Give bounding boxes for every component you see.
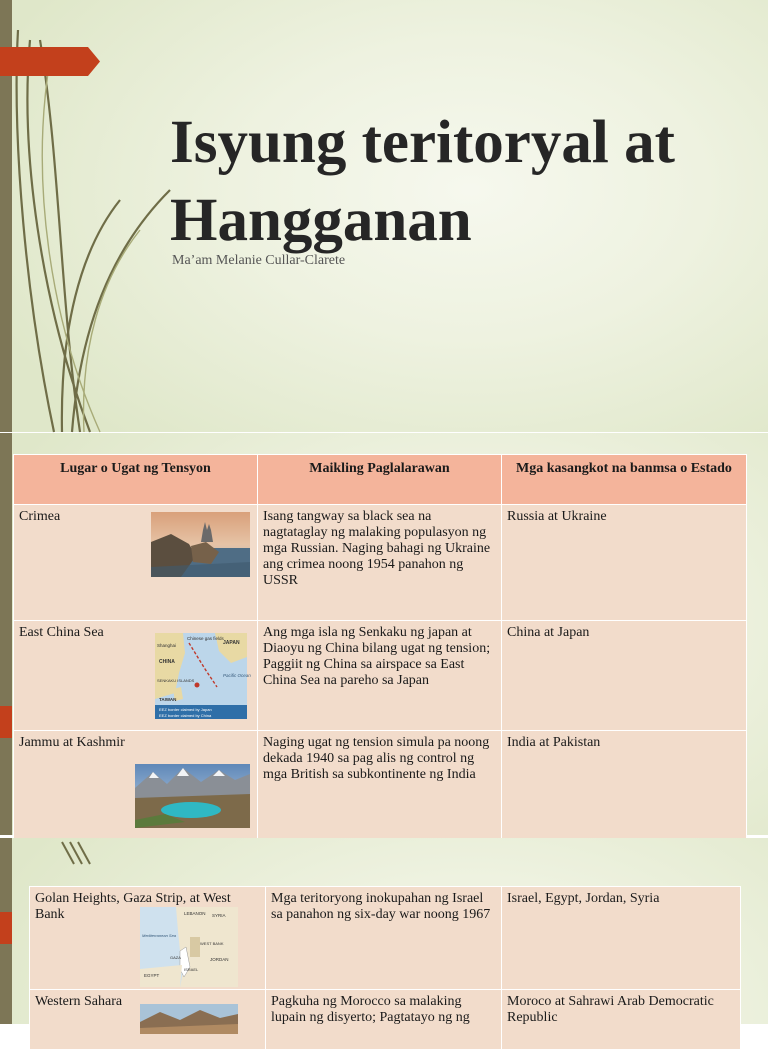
map-label: SENKAKU ISLANDS	[157, 678, 195, 683]
place-cell	[14, 621, 258, 731]
slide-title-line-2: Hangganan	[170, 187, 472, 254]
countries-cell: Russia at Ukraine	[502, 505, 747, 621]
left-accent-bar	[0, 433, 12, 835]
accent-tag	[0, 706, 12, 738]
description-cell: Isang tangway sa black sea na nagtataglay ng malaking populasyon ng mga Russian. Naging bahagi ng Ukraine ang crimea noong 1954 panahon ng USSR	[258, 505, 502, 621]
table-row	[14, 505, 747, 621]
territory-table-slide-1	[0, 433, 768, 835]
map-legend: EEZ border claimed by China	[159, 713, 212, 718]
map-label: GAZA	[170, 955, 181, 960]
table-row	[14, 731, 747, 841]
description-cell: Mga teritoryong inokupahan ng Israel sa panahon ng six-day war noong 1967	[266, 887, 502, 990]
description-cell: Ang mga isla ng Senkaku ng japan at Diaoyu ng China bilang ugat ng tension; Paggiit ng China sa airspace sa East China Sea na pareho sa Japan	[258, 621, 502, 731]
place-name: Western Sahara	[35, 994, 123, 1009]
israel-region-map	[140, 907, 238, 987]
map-label: WEST BANK	[200, 941, 224, 946]
kashmir-lake-photo	[135, 764, 250, 828]
slide-subtitle: Ma’am Melanie Cullar-Clarete	[172, 253, 346, 268]
title-accent-tag	[0, 47, 100, 76]
map-label: Mediterranean Sea	[142, 933, 177, 938]
place-cell	[14, 731, 258, 841]
place-cell	[14, 505, 258, 621]
map-label: JAPAN	[223, 640, 240, 646]
description-cell: Pagkuha ng Morocco sa malaking lupain ng disyerto; Pagtatayo ng ng	[266, 990, 502, 1050]
header-description: Maikling Paglalarawan	[258, 455, 502, 505]
header-countries: Mga kasangkot na banmsa o Estado	[502, 455, 747, 505]
header-place: Lugar o Ugat ng Tensyon	[14, 455, 258, 505]
title-slide	[0, 0, 768, 432]
place-name: Crimea	[19, 509, 61, 524]
map-label: CHINA	[159, 659, 175, 665]
countries-cell: China at Japan	[502, 621, 747, 731]
countries-cell: Israel, Egypt, Jordan, Syria	[502, 887, 741, 990]
map-label: SYRIA	[212, 913, 226, 918]
territory-table	[13, 454, 747, 841]
territory-table-slide-2	[0, 838, 768, 1024]
crimea-castle-photo	[151, 512, 250, 577]
table-header-row	[14, 455, 747, 505]
map-label: TAIWAN	[159, 697, 177, 702]
map-label: JORDAN	[210, 957, 229, 962]
map-legend: EEZ border claimed by Japan	[159, 707, 212, 712]
place-cell	[30, 990, 266, 1050]
map-label: Chinese gas fields	[187, 636, 224, 641]
place-cell	[30, 887, 266, 990]
place-name: Jammu at Kashmir	[19, 735, 125, 750]
table-row	[30, 887, 741, 990]
countries-cell: Moroco at Sahrawi Arab Democratic Republic	[502, 990, 741, 1050]
swoosh-decoration	[0, 838, 120, 878]
map-label: Shanghai	[157, 643, 177, 648]
map-label: ISRAEL	[184, 967, 199, 972]
table-row	[14, 621, 747, 731]
slide-title-line-1: Isyung teritoryal at	[170, 109, 675, 176]
map-label: LEBANON	[184, 911, 206, 916]
place-name: Golan Heights, Gaza Strip, at West Bank	[35, 891, 231, 922]
map-label: EGYPT	[144, 973, 160, 978]
western-sahara-photo	[140, 1004, 238, 1034]
description-cell: Naging ugat ng tension simula pa noong dekada 1940 sa pag alis ng control ng mga British sa subkontinente ng India	[258, 731, 502, 841]
accent-tag	[0, 912, 12, 944]
map-label: Pacific Ocean	[223, 673, 251, 678]
countries-cell: India at Pakistan	[502, 731, 747, 841]
table-row	[30, 990, 741, 1050]
slide-title	[170, 104, 760, 260]
territory-table	[29, 886, 741, 1050]
place-name: East China Sea	[19, 625, 104, 640]
east-china-sea-map	[155, 633, 251, 719]
